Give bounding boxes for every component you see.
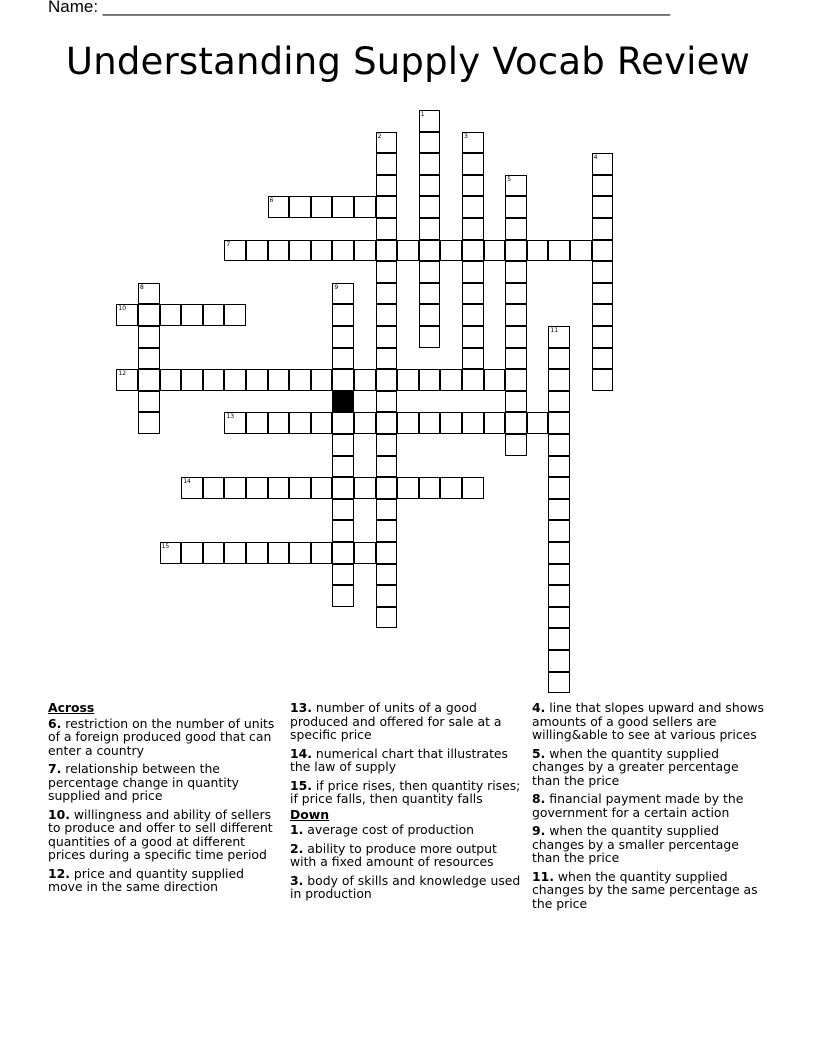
grid-cell[interactable] <box>224 240 246 262</box>
grid-cell[interactable] <box>592 218 614 240</box>
clue-text: body of skills and knowledge used in production <box>290 872 521 901</box>
grid-cell[interactable] <box>332 564 354 586</box>
grid-cell[interactable] <box>203 542 225 564</box>
clue-text: average cost of production <box>307 822 475 837</box>
grid-cell[interactable] <box>332 520 354 542</box>
grid-cell[interactable] <box>354 412 376 434</box>
grid-cell[interactable] <box>376 412 398 434</box>
grid-cell[interactable] <box>224 477 246 499</box>
grid-cell[interactable] <box>268 412 290 434</box>
grid-cell[interactable] <box>462 304 484 326</box>
clue-number: 15 <box>290 777 308 793</box>
grid-cell[interactable] <box>332 585 354 607</box>
clue-across-13: 13. number of units of a good produced and offered for sale at a specific price <box>290 700 502 742</box>
grid-cell[interactable] <box>246 369 268 391</box>
clue-number: 13 <box>290 700 308 715</box>
grid-cell[interactable] <box>289 542 311 564</box>
grid-cell[interactable] <box>268 542 290 564</box>
clue-down-9: 9. when the quantity supplied changes by a smaller percentage than the price <box>532 823 739 865</box>
grid-cell[interactable] <box>592 304 614 326</box>
grid-cell[interactable] <box>505 391 527 413</box>
grid-cell[interactable] <box>419 326 441 348</box>
clue-across-12: 12. price and quantity supplied move in the same direction <box>48 865 244 894</box>
grid-cell[interactable] <box>592 240 614 262</box>
grid-cell[interactable] <box>376 261 398 283</box>
grid-cell[interactable] <box>397 369 419 391</box>
grid-cell[interactable] <box>505 369 527 391</box>
grid-cell[interactable] <box>181 369 203 391</box>
grid-cell[interactable] <box>376 520 398 542</box>
grid-cell[interactable] <box>462 477 484 499</box>
grid-cell[interactable] <box>462 196 484 218</box>
grid-cell[interactable] <box>419 175 441 197</box>
grid-cell[interactable] <box>354 477 376 499</box>
clue-text: ability to produce more output with a fixed amount of resources <box>290 840 497 869</box>
grid-cell[interactable] <box>419 412 441 434</box>
grid-cell[interactable] <box>548 369 570 391</box>
grid-cell[interactable] <box>592 196 614 218</box>
cell-number: 11 <box>550 327 559 334</box>
grid-cell[interactable] <box>419 132 441 154</box>
grid-cell[interactable] <box>224 412 246 434</box>
grid-cell[interactable] <box>246 240 268 262</box>
grid-cell[interactable] <box>462 326 484 348</box>
grid-cell[interactable] <box>419 196 441 218</box>
grid-cell[interactable] <box>376 132 398 154</box>
grid-cell[interactable] <box>548 477 570 499</box>
grid-cell[interactable] <box>311 369 333 391</box>
clue-number: 4 <box>532 700 541 715</box>
grid-cell[interactable] <box>505 218 527 240</box>
grid-cell[interactable] <box>548 499 570 521</box>
grid-cell[interactable] <box>181 542 203 564</box>
grid-cell[interactable] <box>289 477 311 499</box>
clues-column-1 <box>48 701 280 899</box>
clue-number: 10 <box>48 806 66 822</box>
grid-cell[interactable] <box>138 412 160 434</box>
clue-number: 6 <box>48 715 57 731</box>
grid-cell[interactable] <box>484 412 506 434</box>
grid-cell[interactable] <box>548 564 570 586</box>
clue-text: number of units of a good produced and offered for sale at a specific price <box>290 700 502 742</box>
grid-cell[interactable] <box>376 326 398 348</box>
grid-cell[interactable] <box>224 542 246 564</box>
grid-cell[interactable] <box>138 304 160 326</box>
grid-cell[interactable] <box>289 240 311 262</box>
grid-cell[interactable] <box>268 477 290 499</box>
grid-cell[interactable] <box>138 326 160 348</box>
clue-text: when the quantity supplied changes by a greater percentage than the price <box>532 745 739 788</box>
grid-cell[interactable] <box>376 153 398 175</box>
clue-across-6: 6. restriction on the number of units of a foreign produced good that can enter a country <box>48 715 275 758</box>
clue-down-5: 5. when the quantity supplied changes by a greater percentage than the price <box>532 745 739 788</box>
grid-cell[interactable] <box>462 153 484 175</box>
cell-number: 1 <box>420 111 425 118</box>
grid-cell[interactable] <box>181 477 203 499</box>
grid-cell[interactable] <box>397 477 419 499</box>
grid-cell[interactable] <box>548 628 570 650</box>
grid-cell[interactable] <box>116 369 138 391</box>
grid-cell[interactable] <box>376 218 398 240</box>
grid-cell[interactable] <box>268 369 290 391</box>
grid-cell[interactable] <box>376 456 398 478</box>
clue-number: 2 <box>290 840 299 856</box>
grid-cell[interactable] <box>354 542 376 564</box>
grid-cell[interactable] <box>527 412 549 434</box>
grid-cell[interactable] <box>440 240 462 262</box>
clue-text: if price rises, then quantity rises; if price falls, then quantity falls <box>290 777 521 806</box>
grid-cell[interactable] <box>505 348 527 370</box>
grid-cell[interactable] <box>376 499 398 521</box>
clue-across-14: 14. numerical chart that illustrates the law of supply <box>290 745 509 774</box>
black-cell <box>332 391 354 413</box>
grid-cell[interactable] <box>138 348 160 370</box>
grid-cell[interactable] <box>548 240 570 262</box>
clue-down-2: 2. ability to produce more output with a fixed amount of resources <box>290 840 497 869</box>
grid-cell[interactable] <box>246 477 268 499</box>
cell-number: 9 <box>334 283 339 291</box>
grid-cell[interactable] <box>527 240 549 262</box>
grid-cell[interactable] <box>289 196 311 218</box>
clue-across-15: 15. if price rises, then quantity rises; if price falls, then quantity falls <box>290 777 521 806</box>
grid-cell[interactable] <box>332 326 354 348</box>
grid-cell[interactable] <box>246 542 268 564</box>
grid-cell[interactable] <box>332 542 354 564</box>
grid-cell[interactable] <box>203 477 225 499</box>
grid-cell[interactable] <box>548 542 570 564</box>
grid-cell[interactable] <box>462 218 484 240</box>
grid-cell[interactable] <box>376 196 398 218</box>
clue-number: 3 <box>290 872 299 888</box>
clue-number: 14 <box>290 745 308 761</box>
grid-cell[interactable] <box>592 369 614 391</box>
clue-down-8: 8. financial payment made by the government for a certain action <box>532 791 744 820</box>
grid-cell[interactable] <box>592 326 614 348</box>
grid-cell[interactable] <box>419 240 441 262</box>
clue-text: willingness and ability of sellers to produce and offer to sell different quantities of a good at different prices during a specific time period <box>48 806 273 862</box>
grid-cell[interactable] <box>462 261 484 283</box>
grid-cell[interactable] <box>160 542 182 564</box>
grid-cell[interactable] <box>462 369 484 391</box>
grid-cell[interactable] <box>419 110 441 132</box>
grid-cell[interactable] <box>505 434 527 456</box>
grid-cell[interactable] <box>376 369 398 391</box>
grid-cell[interactable] <box>505 261 527 283</box>
clue-number: 9 <box>532 823 541 838</box>
grid-cell[interactable] <box>138 369 160 391</box>
cell-number: 10 <box>118 305 127 313</box>
clue-across-10: 10. willingness and ability of sellers to produce and offer to sell different quantities of a good at different prices during a specific time period <box>48 806 273 862</box>
clue-down-3: 3. body of skills and knowledge used in production <box>290 872 521 901</box>
grid-cell[interactable] <box>376 391 398 413</box>
grid-cell[interactable] <box>505 196 527 218</box>
grid-cell[interactable] <box>548 348 570 370</box>
clue-number: 11 <box>532 868 550 884</box>
cell-number: 4 <box>593 154 598 162</box>
cell-number: 14 <box>183 478 191 486</box>
grid-cell[interactable] <box>311 477 333 499</box>
grid-cell[interactable] <box>462 283 484 305</box>
grid-cell[interactable] <box>397 412 419 434</box>
clue-number: 1 <box>290 822 299 837</box>
grid-cell[interactable] <box>462 175 484 197</box>
grid-cell[interactable] <box>376 240 398 262</box>
grid-cell[interactable] <box>376 564 398 586</box>
grid-cell[interactable] <box>419 477 441 499</box>
grid-cell[interactable] <box>592 175 614 197</box>
clues-column-3 <box>532 701 764 915</box>
grid-cell[interactable] <box>440 412 462 434</box>
grid-cell[interactable] <box>505 304 527 326</box>
grid-cell[interactable] <box>440 369 462 391</box>
grid-cell[interactable] <box>224 369 246 391</box>
clue-text: price and quantity supplied move in the same direction <box>48 865 244 894</box>
cell-number: 13 <box>226 413 235 421</box>
clue-down-4: 4. line that slopes upward and shows amounts of a good sellers are willing&able to see at various prices <box>532 700 764 742</box>
across-heading: Across <box>48 700 95 715</box>
cell-number: 3 <box>464 132 468 140</box>
grid-cell[interactable] <box>311 240 333 262</box>
clue-number: 12 <box>48 865 66 881</box>
clues-column-2 <box>290 701 522 906</box>
grid-cell[interactable] <box>419 153 441 175</box>
grid-cell[interactable] <box>268 240 290 262</box>
grid-cell[interactable] <box>311 196 333 218</box>
grid-cell[interactable] <box>311 542 333 564</box>
grid-cell[interactable] <box>570 240 592 262</box>
clue-number: 8 <box>532 791 541 806</box>
grid-cell[interactable] <box>505 326 527 348</box>
grid-cell[interactable] <box>592 283 614 305</box>
clue-number: 7 <box>48 761 57 776</box>
cell-number: 15 <box>161 543 170 550</box>
grid-cell[interactable] <box>246 412 268 434</box>
grid-cell[interactable] <box>332 240 354 262</box>
clue-text: when the quantity supplied changes by a smaller percentage than the price <box>532 823 739 865</box>
grid-cell[interactable] <box>332 434 354 456</box>
grid-cell[interactable] <box>332 304 354 326</box>
grid-cell[interactable] <box>548 520 570 542</box>
grid-cell[interactable] <box>203 304 225 326</box>
cell-number: 5 <box>507 175 512 183</box>
down-heading: Down <box>290 806 330 822</box>
grid-cell[interactable] <box>440 477 462 499</box>
grid-cell[interactable] <box>548 391 570 413</box>
grid-cell[interactable] <box>462 412 484 434</box>
grid-cell[interactable] <box>592 153 614 175</box>
clue-down-1: 1. average cost of production <box>290 822 475 837</box>
grid-cell[interactable] <box>376 175 398 197</box>
grid-cell[interactable] <box>484 240 506 262</box>
grid-cell[interactable] <box>332 412 354 434</box>
grid-cell[interactable] <box>419 304 441 326</box>
grid-cell[interactable] <box>354 240 376 262</box>
grid-cell[interactable] <box>332 456 354 478</box>
grid-cell[interactable] <box>160 304 182 326</box>
grid-cell[interactable] <box>203 369 225 391</box>
grid-cell[interactable] <box>484 369 506 391</box>
grid-cell[interactable] <box>181 304 203 326</box>
grid-cell[interactable] <box>548 650 570 672</box>
grid-cell[interactable] <box>462 240 484 262</box>
grid-cell[interactable] <box>548 672 570 694</box>
grid-cell[interactable] <box>138 283 160 305</box>
grid-cell[interactable] <box>548 326 570 348</box>
grid-cell[interactable] <box>548 412 570 434</box>
clue-across-7: 7. relationship between the percentage change in quantity supplied and price <box>48 761 239 803</box>
grid-cell[interactable] <box>311 412 333 434</box>
grid-cell[interactable] <box>160 369 182 391</box>
clue-text: restriction on the number of units of a foreign produced good that can enter a country <box>48 715 275 758</box>
clue-number: 5 <box>532 745 541 761</box>
grid-cell[interactable] <box>592 261 614 283</box>
cell-number: 7 <box>226 240 231 248</box>
grid-cell[interactable] <box>354 196 376 218</box>
grid-cell[interactable] <box>505 283 527 305</box>
grid-cell[interactable] <box>376 304 398 326</box>
grid-cell[interactable] <box>268 196 290 218</box>
grid-cell[interactable] <box>419 283 441 305</box>
grid-cell[interactable] <box>505 412 527 434</box>
page-title: Understanding Supply Vocab Review <box>65 40 751 83</box>
grid-cell[interactable] <box>548 585 570 607</box>
grid-cell[interactable] <box>419 369 441 391</box>
grid-cell[interactable] <box>548 607 570 629</box>
grid-cell[interactable] <box>376 585 398 607</box>
grid-cell[interactable] <box>138 391 160 413</box>
grid-cell[interactable] <box>376 348 398 370</box>
grid-cell[interactable] <box>116 304 138 326</box>
grid-cell[interactable] <box>462 132 484 154</box>
cell-number: 12 <box>118 370 127 378</box>
grid-cell[interactable] <box>548 434 570 456</box>
grid-cell[interactable] <box>505 240 527 262</box>
grid-cell[interactable] <box>332 499 354 521</box>
clue-text: when the quantity supplied changes by the same percentage as the price <box>532 868 758 911</box>
grid-cell[interactable] <box>548 456 570 478</box>
grid-cell[interactable] <box>332 283 354 305</box>
clue-text: line that slopes upward and shows amounts of a good sellers are willing&able to see at various prices <box>532 700 764 742</box>
clue-text: relationship between the percentage change in quantity supplied and price <box>48 761 239 803</box>
grid-cell[interactable] <box>354 369 376 391</box>
cell-number: 8 <box>140 283 144 291</box>
grid-cell[interactable] <box>332 369 354 391</box>
clue-text: financial payment made by the government for a certain action <box>532 791 744 820</box>
grid-cell[interactable] <box>376 434 398 456</box>
grid-cell[interactable] <box>462 348 484 370</box>
grid-cell[interactable] <box>376 477 398 499</box>
name-line: Name: ____________________________________________________________ <box>48 0 671 16</box>
clue-text: numerical chart that illustrates the law of supply <box>290 745 509 774</box>
grid-cell[interactable] <box>289 369 311 391</box>
grid-cell[interactable] <box>397 240 419 262</box>
grid-cell[interactable] <box>289 412 311 434</box>
grid-cell[interactable] <box>224 304 246 326</box>
grid-cell[interactable] <box>332 477 354 499</box>
cell-number: 6 <box>269 197 274 205</box>
grid-cell[interactable] <box>376 283 398 305</box>
grid-cell[interactable] <box>376 607 398 629</box>
clue-down-11: 11. when the quantity supplied changes by the same percentage as the price <box>532 868 758 911</box>
grid-cell[interactable] <box>419 261 441 283</box>
grid-cell[interactable] <box>332 348 354 370</box>
cell-number: 2 <box>377 132 382 140</box>
grid-cell[interactable] <box>419 218 441 240</box>
grid-cell[interactable] <box>505 175 527 197</box>
grid-cell[interactable] <box>332 196 354 218</box>
grid-cell[interactable] <box>592 348 614 370</box>
grid-cell[interactable] <box>376 542 398 564</box>
